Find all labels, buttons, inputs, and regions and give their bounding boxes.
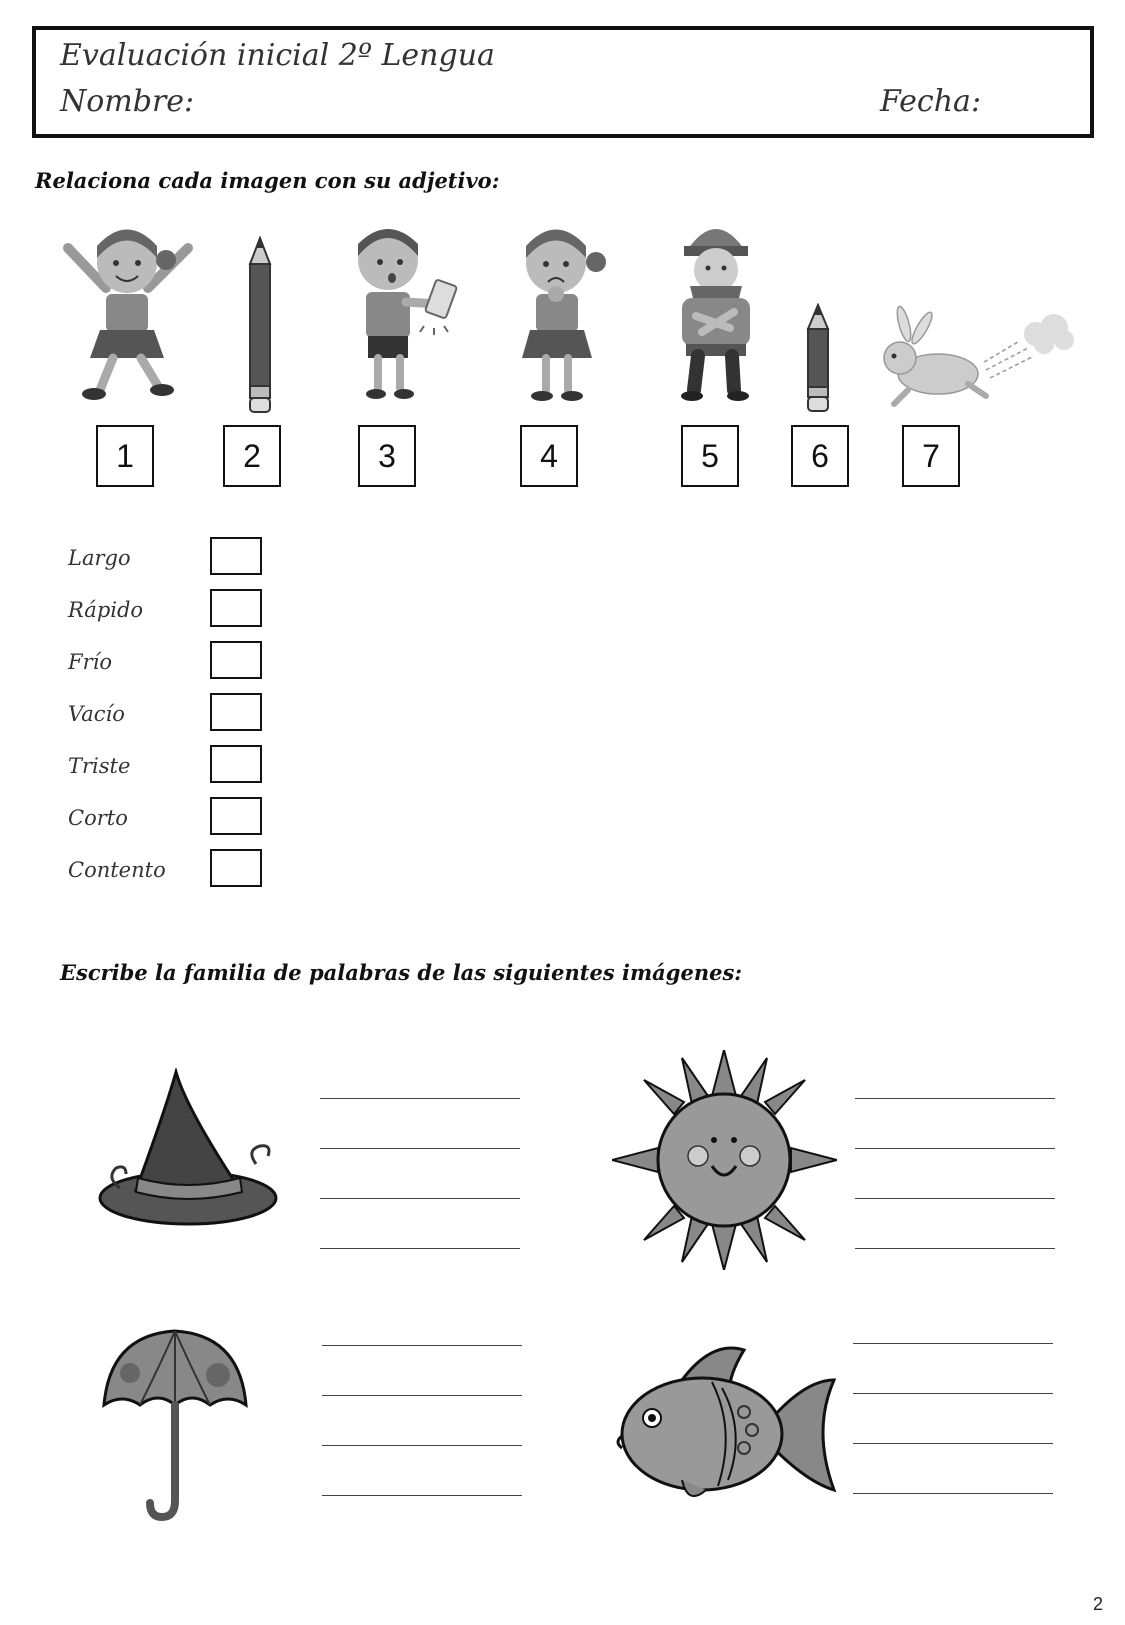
writing-line[interactable] — [853, 1493, 1053, 1494]
writing-line[interactable] — [322, 1345, 522, 1346]
writing-line[interactable] — [322, 1495, 522, 1496]
writing-line[interactable] — [853, 1393, 1053, 1394]
image-number-box: 4 — [520, 425, 578, 487]
answer-box[interactable] — [210, 693, 262, 731]
name-label: Nombre: — [60, 84, 195, 119]
date-label: Fecha: — [880, 84, 982, 119]
adjective-label: Frío — [68, 650, 112, 674]
boy-empty-glass-icon — [346, 218, 466, 418]
image-number-box: 3 — [358, 425, 416, 487]
answer-box[interactable] — [210, 641, 262, 679]
writing-line[interactable] — [320, 1098, 520, 1099]
writing-line[interactable] — [322, 1395, 522, 1396]
sun-icon — [612, 1050, 837, 1270]
answer-box[interactable] — [210, 797, 262, 835]
image-number-box: 1 — [96, 425, 154, 487]
happy-girl-icon — [48, 218, 208, 418]
witch-hat-icon — [96, 1068, 286, 1238]
cold-boy-icon — [668, 212, 768, 412]
writing-line[interactable] — [853, 1343, 1053, 1344]
worksheet-title: Evaluación inicial 2º Lengua — [60, 38, 495, 73]
long-pencil-icon — [240, 236, 280, 416]
answer-box[interactable] — [210, 589, 262, 627]
running-rabbit-icon — [878, 300, 1078, 420]
writing-line[interactable] — [322, 1445, 522, 1446]
umbrella-icon — [100, 1325, 250, 1525]
writing-line[interactable] — [855, 1148, 1055, 1149]
writing-line[interactable] — [320, 1198, 520, 1199]
adjective-label: Vacío — [68, 702, 125, 726]
adjective-label: Contento — [68, 858, 166, 882]
adjective-label: Triste — [68, 754, 131, 778]
writing-line[interactable] — [853, 1443, 1053, 1444]
short-pencil-icon — [800, 303, 836, 415]
image-number-box: 7 — [902, 425, 960, 487]
writing-line[interactable] — [855, 1098, 1055, 1099]
adjective-label: Rápido — [68, 598, 144, 622]
writing-line[interactable] — [855, 1248, 1055, 1249]
fish-icon — [612, 1340, 837, 1520]
section1-instruction: Relaciona cada imagen con su adjetivo: — [35, 168, 500, 193]
image-number-box: 6 — [791, 425, 849, 487]
sad-girl-icon — [510, 218, 610, 418]
answer-box[interactable] — [210, 537, 262, 575]
page-number: 2 — [1092, 1594, 1103, 1614]
section2-instruction: Escribe la familia de palabras de las siguientes imágenes: — [60, 960, 743, 985]
adjective-label: Largo — [68, 546, 131, 570]
answer-box[interactable] — [210, 745, 262, 783]
image-number-box: 5 — [681, 425, 739, 487]
answer-box[interactable] — [210, 849, 262, 887]
writing-line[interactable] — [320, 1248, 520, 1249]
writing-line[interactable] — [320, 1148, 520, 1149]
writing-line[interactable] — [855, 1198, 1055, 1199]
adjective-label: Corto — [68, 806, 128, 830]
image-number-box: 2 — [223, 425, 281, 487]
